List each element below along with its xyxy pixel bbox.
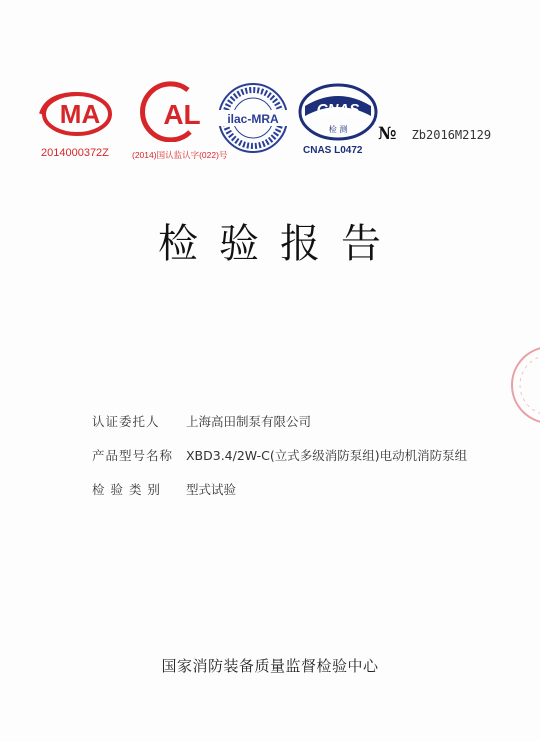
cnas-logo: [297, 82, 379, 142]
seal-stamp: [510, 330, 540, 440]
field-row-client: [92, 412, 467, 446]
field-row-inspection-type: [92, 480, 467, 514]
field-label: 检 验 类 别: [92, 482, 161, 497]
report-number-value: Zb2016M2129: [411, 128, 492, 142]
cal-logo: [130, 80, 220, 142]
cma-code: 2014000372Z: [41, 147, 109, 159]
number-symbol: №: [378, 124, 397, 144]
field-label: 产品型号名称: [92, 448, 174, 463]
cal-code: (2014)国认监认字(022)号: [132, 150, 228, 160]
report-number: [378, 124, 491, 144]
field-label: 认证委托人: [92, 414, 160, 429]
cnas-logo-text: CNAS: [316, 101, 360, 118]
cal-logo-text: AL: [163, 99, 201, 130]
report-title: 检验报告: [158, 221, 402, 267]
field-value: 上海高田制泵有限公司: [185, 414, 311, 429]
cma-logo: [37, 90, 117, 138]
cnas-sublabel: 检 测: [328, 125, 348, 134]
cma-logo-text: MA: [59, 99, 101, 129]
accreditation-logos: [35, 70, 515, 170]
issuing-organization: 国家消防装备质量监督检验中心: [161, 657, 379, 675]
report-fields: [92, 412, 467, 514]
field-value: XBD3.4/2W-C(立式多级消防泵组)电动机消防泵组: [185, 448, 468, 463]
field-value: 型式试验: [185, 482, 236, 497]
ilac-mra-logo: [213, 80, 293, 156]
ilac-mra-text: ilac-MRA: [227, 112, 279, 126]
cnas-code: CNAS L0472: [303, 145, 363, 156]
field-row-product: [92, 446, 467, 480]
